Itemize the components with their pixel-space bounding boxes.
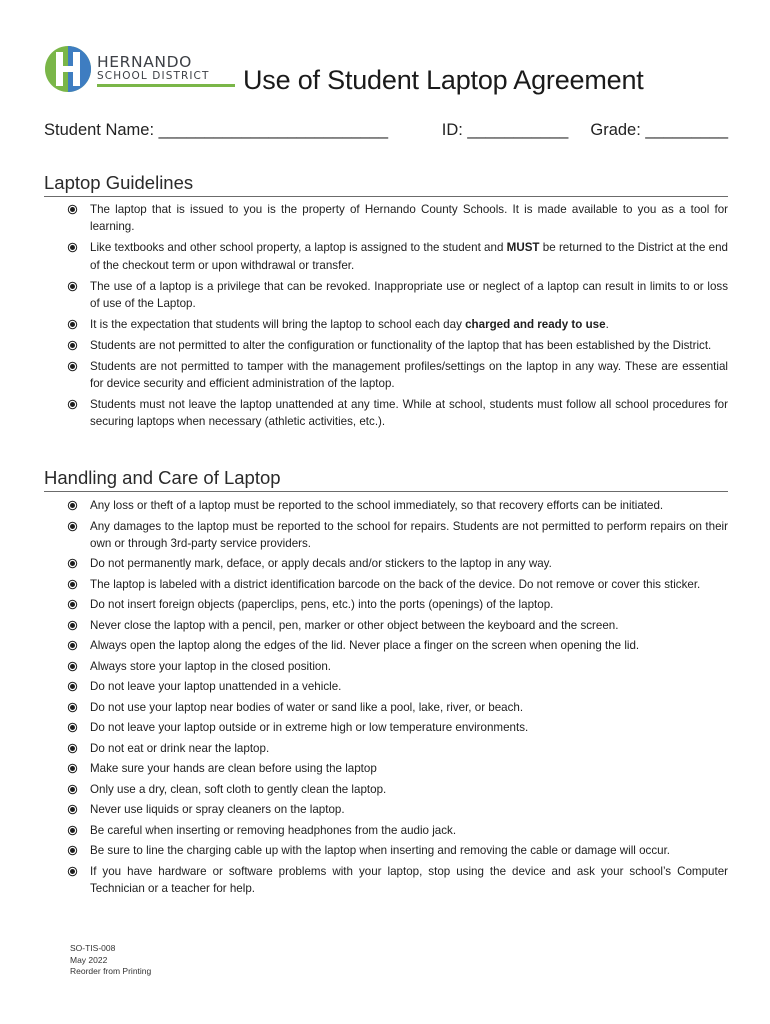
list-item — [44, 760, 728, 777]
list-item — [44, 822, 728, 839]
list-item — [44, 617, 728, 634]
item-text: If you have hardware or software problems with your laptop, stop using the device and ask your school’s Computer Technician or a teacher for help. — [90, 864, 728, 896]
list-item — [44, 518, 728, 553]
item-text: Be careful when inserting or removing headphones from the audio jack. — [90, 823, 457, 837]
student-id-field: ID: ___________ — [441, 121, 569, 139]
document-title: Use of Student Laptop Agreement — [243, 65, 644, 95]
list-item — [44, 658, 728, 675]
item-text: be returned to the District at the end of the checkout term or upon withdrawal or transfer. — [90, 241, 729, 272]
item-text: Students are not permitted to alter the configuration or functionality of the laptop that has been established by the District. — [90, 338, 712, 352]
district-logo — [44, 45, 210, 95]
item-text: Never close the laptop with a pencil, pen, marker or other object between the keyboard and the screen. — [90, 618, 619, 632]
list-item — [44, 239, 728, 274]
list-item — [44, 678, 728, 695]
item-text: Any damages to the laptop must be reported to the school for repairs. Students are not permitted to perform repairs on their own or through 3rd-party service providers. — [90, 519, 728, 550]
section-heading-laptop-guidelines: Laptop Guidelines — [44, 172, 728, 197]
item-text: Always open the laptop along the edges of the lid. Never place a finger on the screen when opening the lid. — [90, 639, 640, 653]
form-date: May 2022 — [70, 954, 108, 965]
list-item — [44, 781, 728, 798]
item-text: Like textbooks and other school property, a laptop is assigned to the student and — [90, 241, 507, 255]
item-text: Do not leave your laptop outside or in extreme high or low temperature environments. — [90, 721, 529, 735]
list-item — [44, 358, 728, 393]
student-info-fields — [44, 121, 728, 140]
item-text: Be sure to line the charging cable up with the laptop when inserting and removing the cable or damage will occur. — [90, 844, 671, 858]
item-text: Students must not leave the laptop unattended at any time. While at school, students must follow all school procedures for securing laptops when necessary (athletic activities, etc.). — [90, 398, 728, 429]
item-text: . — [605, 317, 609, 331]
item-text: The laptop that is issued to you is the property of Hernando County Schools. It is made available to you as a tool for learning. — [90, 203, 728, 234]
item-text: Only use a dry, clean, soft cloth to gently clean the laptop. — [90, 782, 387, 796]
list-item — [44, 576, 728, 593]
list-item — [44, 555, 728, 572]
list-item — [44, 316, 728, 333]
logo-subtitle: SCHOOL DISTRICT — [97, 70, 210, 82]
reorder-note: Reorder from Printing — [70, 966, 152, 976]
logo-name: HERNANDO — [97, 53, 192, 71]
section-heading-handling-care: Handling and Care of Laptop — [44, 467, 728, 492]
list-item — [44, 278, 728, 313]
item-text: Never use liquids or spray cleaners on the laptop. — [90, 803, 345, 817]
footer — [70, 943, 151, 978]
list-item — [44, 699, 728, 716]
list-item — [44, 201, 728, 236]
student-name-field: Student Name: _________________________ — [44, 121, 389, 139]
item-text: Do not permanently mark, deface, or apply decals and/or stickers to the laptop in any way. — [90, 557, 552, 571]
emphasis-text: MUST — [506, 241, 540, 255]
list-item — [44, 596, 728, 613]
item-text: Students are not permitted to tamper with the management profiles/settings on the laptop in any way. These are essential for device security and efficient administration of the laptop. — [90, 359, 728, 391]
handling-care-list — [44, 497, 728, 901]
district-logo-mark — [44, 45, 92, 93]
item-text: Do not use your laptop near bodies of water or sand like a pool, lake, river, or beach. — [90, 700, 524, 714]
list-item — [44, 863, 728, 898]
item-text: Do not leave your laptop unattended in a vehicle. — [90, 680, 342, 694]
grade-field: Grade: _________ — [590, 121, 728, 139]
item-text: It is the expectation that students will bring the laptop to school each day — [90, 317, 466, 331]
item-text: The laptop is labeled with a district identification barcode on the back of the device. Do not remove or cover this sticker. — [90, 577, 701, 591]
logo-underline — [97, 84, 235, 87]
laptop-guidelines-list — [44, 201, 728, 434]
list-item — [44, 740, 728, 757]
item-text: Do not eat or drink near the laptop. — [90, 741, 270, 755]
list-item — [44, 396, 728, 431]
item-text: The use of a laptop is a privilege that can be revoked. Inappropriate use or neglect of a laptop can result in limits to or loss of use of the Laptop. — [90, 279, 728, 311]
item-text: Always store your laptop in the closed position. — [90, 659, 332, 673]
emphasis-text: charged and ready to use — [465, 317, 606, 331]
list-item — [44, 719, 728, 736]
item-text: Any loss or theft of a laptop must be reported to the school immediately, so that recovery efforts can be initiated. — [90, 499, 664, 512]
list-item — [44, 637, 728, 654]
form-code: SO-TIS-008 — [70, 943, 116, 953]
item-text: Do not insert foreign objects (paperclips, pens, etc.) into the ports (openings) of the laptop. — [90, 598, 554, 612]
list-item — [44, 842, 728, 859]
list-item — [44, 497, 728, 514]
item-text: Make sure your hands are clean before using the laptop — [90, 762, 377, 776]
list-item — [44, 801, 728, 818]
list-item — [44, 337, 728, 354]
